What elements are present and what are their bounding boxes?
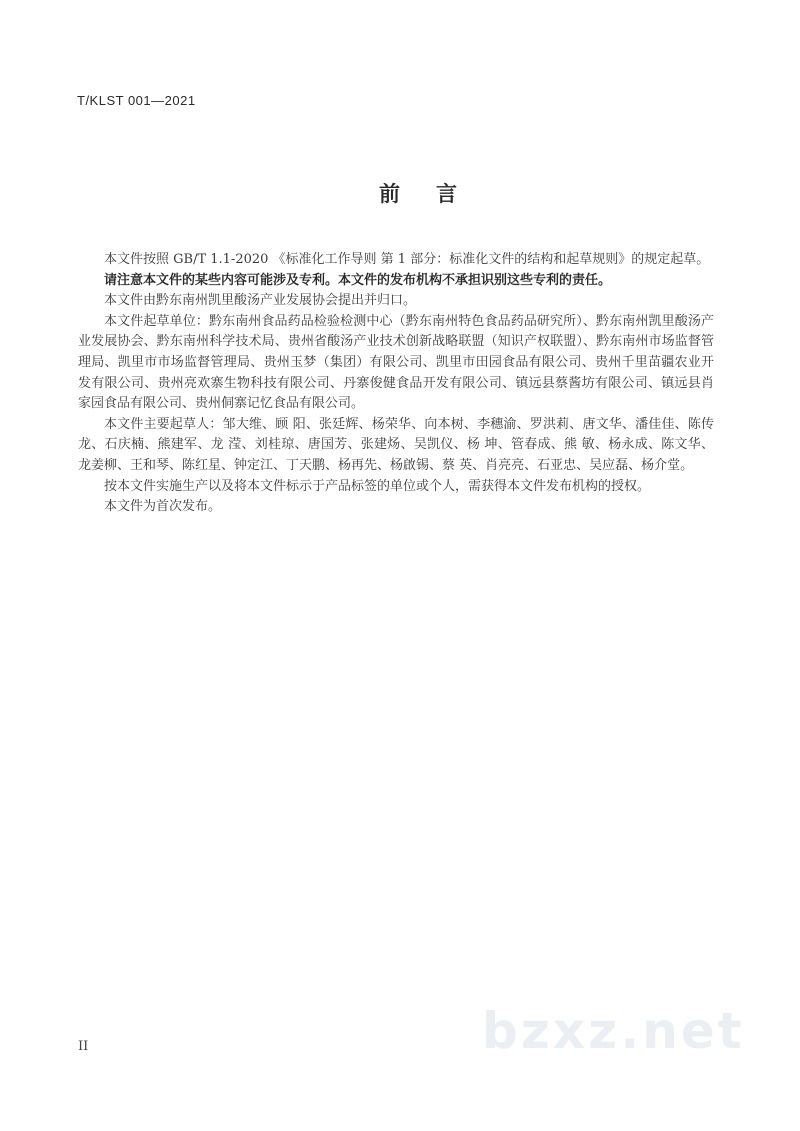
paragraph-drafters: 本文件主要起草人：邹大维、顾 阳、张廷辉、杨荣华、向本树、李穗渝、罗洪莉、唐文华、潘佳佳、陈传龙、石庆楠、熊建军、龙 滢、刘桂琼、唐国芳、张建炀、吴凯仪、杨 坤、管春成、熊 敏、杨永成、陈文华、龙姜柳、王和琴、陈红星、钟定江、丁天鹏、杨再先、杨啟锡、蔡 英、肖亮亮、石亚忠、吴应磊、杨介堂。 [78, 416, 714, 473]
document-code: T/KLST 001—2021 [77, 93, 196, 108]
foreword-body [78, 250, 714, 518]
paragraph-drafting-rules: 本文件按照 GB/T 1.1-2020 《标准化工作导则 第 1 部分：标准化文件的结构和起草规则》的规定起草。 [104, 252, 710, 267]
page-number: II [78, 1039, 89, 1054]
paragraph-proposer: 本文件由黔东南州凯里酸汤产业发展协会提出并归口。 [104, 293, 417, 309]
paragraph-patent-notice: 请注意本文件的某些内容可能涉及专利。本文件的发布机构不承担识别这些专利的责任。 [104, 272, 612, 288]
paragraph-authorization: 按本文件实施生产以及将本文件标示于产品标签的单位或个人，需获得本文件发布机构的授权。 [104, 478, 651, 494]
page-title: 前言 [379, 182, 493, 206]
paragraph-drafting-units: 本文件起草单位：黔东南州食品药品检验检测中心（黔东南州特色食品药品研究所）、黔东南州凯里酸汤产业发展协会、黔东南州科学技术局、贵州省酸汤产业技术创新战略联盟（知识产权联盟）、黔东南州市场监督管理局、凯里市市场监督管理局、贵州玉梦（集团）有限公司、凯里市田园食品有限公司、贵州千里苗疆农业开发有限公司、贵州亮欢寨生物科技有限公司、丹寨俊健食品开发有限公司、镇远县蔡酱坊有限公司、镇远县肖家园食品有限公司、贵州侗寨记忆食品有限公司。 [78, 313, 714, 412]
paragraph-first-release: 本文件为首次发布。 [104, 499, 222, 515]
watermark-logo: bzxz.net [482, 1002, 745, 1060]
